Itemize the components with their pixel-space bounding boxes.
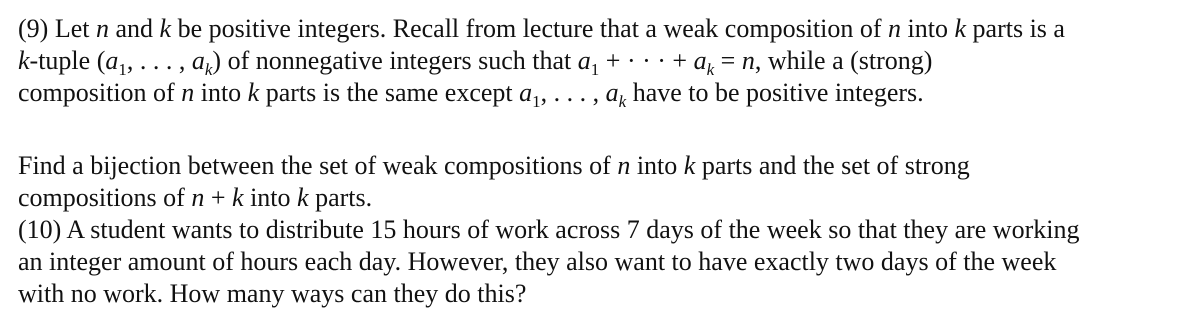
- subscript-k: k: [618, 92, 627, 111]
- text-segment: Let: [54, 14, 96, 43]
- math-a: a: [577, 46, 591, 75]
- problem-9-task-line-1: [18, 150, 970, 182]
- text-segment: of nonnegative integers such that: [221, 46, 578, 75]
- math-a: a: [105, 46, 119, 75]
- paren-open: (: [96, 46, 106, 75]
- subscript-1: 1: [532, 92, 541, 111]
- equals-sign: =: [714, 46, 742, 75]
- math-n: n: [191, 183, 205, 212]
- text-segment: composition of: [18, 78, 182, 107]
- problem-10-line-3: with no work. How many ways can they do this?: [18, 279, 527, 308]
- math-k: k: [159, 14, 172, 43]
- problem-9-task-line-2: [18, 182, 372, 214]
- text-segment: parts is a: [966, 14, 1065, 43]
- text-segment: , while a (strong): [754, 46, 933, 75]
- problem-10-line-2: an integer amount of hours each day. However, they also want to have exactly two days of the week: [18, 247, 1057, 276]
- text-segment: -tuple: [29, 46, 97, 75]
- math-tuple: [96, 46, 222, 79]
- math-k: k: [297, 183, 309, 212]
- math-n: n: [95, 14, 109, 43]
- text-segment: into: [243, 183, 298, 212]
- text-segment: compositions of: [18, 183, 192, 212]
- comma-dots: , . . . ,: [540, 78, 606, 107]
- math-a-sequence: [519, 78, 627, 111]
- subscript-k: k: [204, 60, 213, 79]
- paren-close: ): [212, 46, 222, 75]
- text-segment: into: [194, 78, 248, 107]
- math-n: n: [617, 151, 631, 180]
- math-a: a: [191, 46, 205, 75]
- text-segment: into: [630, 151, 684, 180]
- text-segment: parts.: [308, 183, 373, 212]
- text-segment: and: [108, 14, 160, 43]
- math-n: n: [741, 46, 755, 75]
- problem-10-line-1: (10) A student wants to distribute 15 hours of work across 7 days of the week so that they are working: [18, 215, 1080, 244]
- text-segment: be positive integers. Recall from lecture that a weak composition of: [171, 14, 889, 43]
- text-segment: parts and the set of strong: [695, 151, 970, 180]
- math-a: a: [605, 78, 619, 107]
- text-segment: into: [901, 14, 955, 43]
- text-segment: Find a bijection between the set of weak compositions of: [18, 151, 618, 180]
- math-k: k: [18, 46, 30, 75]
- math-sum-equation: [577, 46, 755, 79]
- subscript-1: 1: [590, 60, 600, 79]
- problem-9-line-3: [18, 77, 924, 109]
- math-n-plus-k: [191, 183, 243, 212]
- math-a: a: [693, 46, 707, 75]
- math-k: k: [954, 14, 967, 43]
- math-k: k: [247, 78, 260, 107]
- plus-sign: +: [204, 183, 233, 212]
- math-n: n: [888, 14, 902, 43]
- problem-9-line-1: [18, 13, 1065, 45]
- math-a: a: [519, 78, 533, 107]
- text-segment: have to be positive integers.: [626, 78, 924, 107]
- math-k: k: [683, 151, 696, 180]
- math-k: k: [232, 183, 244, 212]
- text-segment: parts is the same except: [259, 78, 520, 107]
- subscript-k: k: [706, 60, 715, 79]
- problem-9-line-2: [18, 45, 932, 77]
- plus-dots-plus: + · · · +: [599, 46, 694, 75]
- subscript-1: 1: [118, 60, 127, 79]
- comma-dots: , . . . ,: [126, 46, 192, 75]
- problem-9-number: (9): [18, 14, 49, 43]
- math-n: n: [181, 78, 195, 107]
